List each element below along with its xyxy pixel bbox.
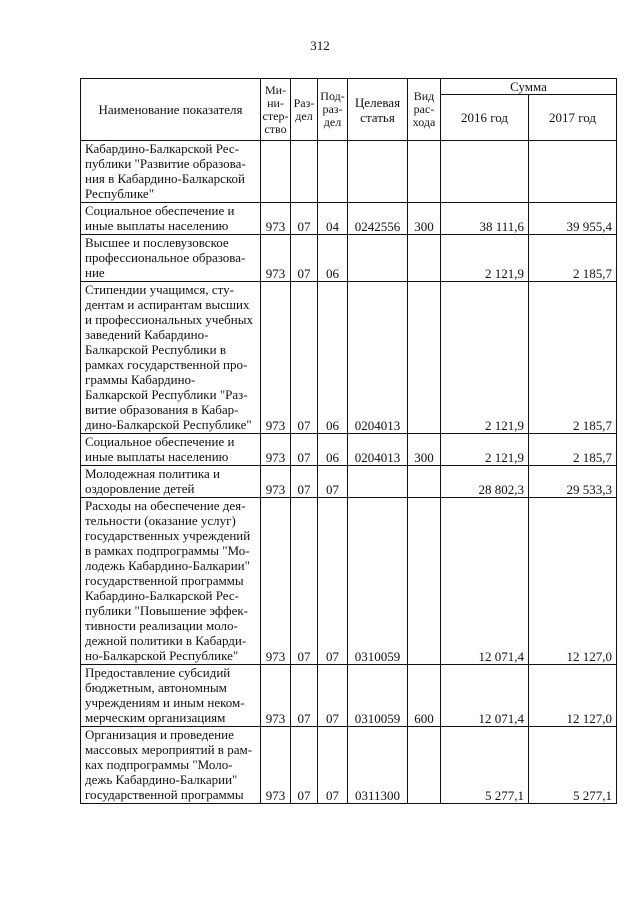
row-sum-2017: 2 185,7 [529,235,617,282]
table-row [81,434,617,466]
row-section [291,141,318,203]
row-sum-2017: 12 127,0 [529,665,617,727]
header-year-2017: 2017 год [529,95,617,141]
row-sum-2017: 2 185,7 [529,434,617,466]
row-sum-2016: 38 111,6 [441,203,529,235]
row-target [348,466,408,498]
row-ministry: 973 [261,498,291,665]
row-name: Кабардино-Балкарской Рес-публики "Развитие образова-ния в Кабардино-Балкарской Республике" [81,141,261,203]
row-subsection: 06 [318,434,348,466]
row-name: Социальное обеспечение и иные выплаты населению [81,203,261,235]
row-sum-2017: 29 533,3 [529,466,617,498]
table-row [81,466,617,498]
row-expense-type [408,466,441,498]
row-target: 0204013 [348,282,408,434]
row-subsection: 07 [318,727,348,804]
row-target: 0242556 [348,203,408,235]
row-sum-2017: 39 955,4 [529,203,617,235]
table-row [81,498,617,665]
row-section: 07 [291,498,318,665]
row-ministry: 973 [261,282,291,434]
header-name: Наименование показателя [81,79,261,141]
row-sum-2017: 12 127,0 [529,498,617,665]
row-subsection: 06 [318,235,348,282]
row-section: 07 [291,727,318,804]
row-expense-type [408,727,441,804]
row-ministry: 973 [261,466,291,498]
row-sum-2016: 12 071,4 [441,498,529,665]
page-number: 312 [310,38,330,53]
table-row [81,665,617,727]
table-row [81,727,617,804]
row-subsection: 04 [318,203,348,235]
row-section: 07 [291,665,318,727]
row-section: 07 [291,434,318,466]
row-name: Высшее и послевузовское профессиональное образова-ние [81,235,261,282]
row-section: 07 [291,235,318,282]
row-subsection: 07 [318,498,348,665]
header-year-2016: 2016 год [441,95,529,141]
row-name: Организация и проведение массовых мероприятий в рам-ках подпрограммы "Моло-дежь Кабардино-Балкарии" государственной программы [81,727,261,804]
header-expense-type: Вид рас-хода [408,79,441,141]
budget-table [80,78,617,804]
row-name: Расходы на обеспечение дея-тельности (оказание услуг) государственных учреждений в рамках подпрограммы "Мо-лодежь Кабардино-Балкарии" государственной программы Кабардино-Балкарской Рес-публики "Повышение эффек-тивности реализации моло-дежной политики в Кабарди-но-Балкарской Республике" [81,498,261,665]
row-target [348,235,408,282]
row-target: 0311300 [348,727,408,804]
row-subsection: 06 [318,282,348,434]
row-sum-2016: 28 802,3 [441,466,529,498]
table-row [81,141,617,203]
row-target: 0204013 [348,434,408,466]
row-name: Предоставление субсидий бюджетным, автономным учреждениям и иным неком-мерческим организациям [81,665,261,727]
row-ministry: 973 [261,235,291,282]
row-sum-2016 [441,141,529,203]
row-sum-2016: 2 121,9 [441,434,529,466]
row-section: 07 [291,282,318,434]
table-row [81,235,617,282]
row-sum-2016: 5 277,1 [441,727,529,804]
row-section: 07 [291,466,318,498]
row-expense-type: 300 [408,203,441,235]
row-ministry: 973 [261,203,291,235]
row-name: Стипендии учащимся, сту-дентам и аспирантам высших и профессиональных учебных заведений Кабардино-Балкарской Республики в рамках государственной про-граммы Кабардино-Балкарской Республики "Раз-витие образования в Кабар-дино-Балкарской Республике" [81,282,261,434]
row-expense-type: 600 [408,665,441,727]
row-ministry [261,141,291,203]
row-target: 0310059 [348,498,408,665]
row-subsection [318,141,348,203]
row-expense-type [408,141,441,203]
row-name: Социальное обеспечение и иные выплаты населению [81,434,261,466]
row-subsection: 07 [318,665,348,727]
header-subsection: Под-раз-дел [318,79,348,141]
row-subsection: 07 [318,466,348,498]
row-section: 07 [291,203,318,235]
row-name: Молодежная политика и оздоровление детей [81,466,261,498]
row-sum-2017: 2 185,7 [529,282,617,434]
header-target: Целевая статья [348,79,408,141]
row-sum-2016: 2 121,9 [441,235,529,282]
header-ministry: Ми-ни-стер-ство [261,79,291,141]
row-sum-2017 [529,141,617,203]
header-sum: Сумма [441,79,617,95]
row-target: 0310059 [348,665,408,727]
row-expense-type: 300 [408,434,441,466]
row-ministry: 973 [261,434,291,466]
row-sum-2016: 2 121,9 [441,282,529,434]
row-expense-type [408,282,441,434]
row-target [348,141,408,203]
header-section: Раз-дел [291,79,318,141]
row-sum-2016: 12 071,4 [441,665,529,727]
table-row [81,203,617,235]
row-ministry: 973 [261,665,291,727]
table-row [81,282,617,434]
row-expense-type [408,235,441,282]
row-expense-type [408,498,441,665]
row-sum-2017: 5 277,1 [529,727,617,804]
row-ministry: 973 [261,727,291,804]
